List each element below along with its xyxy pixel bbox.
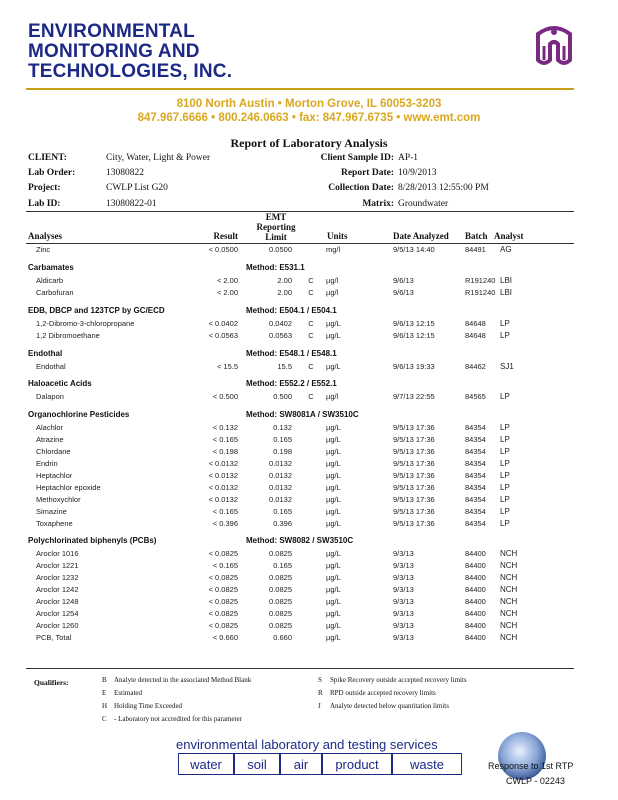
client-label: CLIENT: (28, 153, 67, 163)
company-address: 8100 North Austin • Morton Grove, IL 60053-3203 (176, 98, 442, 110)
cell-analyst: LP (500, 447, 510, 457)
cell-date: 9/5/13 14:40 (393, 245, 435, 254)
cell-result: < 0.0563 (208, 330, 238, 340)
cell-batch: 84354 (465, 470, 486, 480)
cell-batch: 84462 (465, 361, 486, 371)
cell-limit: 0.0132 (269, 482, 292, 492)
cell-analyst: NCH (500, 573, 518, 583)
collection-date-value: 8/28/2013 12:55:00 PM (398, 183, 489, 193)
section-method: Method: SW8082 / SW3510C (246, 536, 354, 546)
cell-date: 9/3/13 (393, 573, 414, 583)
cell-analyst: LP (500, 423, 510, 433)
qualifier-text: Estimated (114, 689, 142, 697)
cell-units: µg/L (326, 620, 341, 630)
cell-limit: 0.165 (273, 506, 292, 516)
cell-result: < 0.0132 (208, 470, 238, 480)
company-address-block (0, 97, 618, 125)
cell-result: < 0.165 (212, 506, 238, 516)
cell-analyte: Methoxychlor (36, 494, 81, 504)
company-name-line: TECHNOLOGIES, INC. (28, 61, 233, 82)
header-divider (26, 88, 574, 90)
cell-date: 9/5/13 17:36 (393, 506, 435, 516)
cell-units: mg/l (326, 245, 341, 254)
cell-result: < 0.0825 (208, 573, 238, 583)
cell-result: < 0.396 (212, 518, 238, 528)
cell-result: < 0.165 (212, 435, 238, 445)
cell-result: < 15.5 (216, 361, 238, 371)
cell-result: < 0.0825 (208, 585, 238, 595)
cell-date: 9/5/13 17:36 (393, 447, 435, 457)
cell-analyst: NCH (500, 597, 518, 606)
cell-limit: 0.0825 (269, 597, 292, 606)
cell-units: µg/L (326, 330, 341, 340)
cell-limit: 0.0132 (269, 470, 292, 480)
matrix-value: Groundwater (398, 199, 449, 209)
qualifier-code: H (102, 702, 108, 710)
cell-batch: 84400 (465, 549, 486, 559)
cell-limit: 0.0132 (269, 459, 292, 468)
cell-analyte: Heptachlor (36, 470, 73, 480)
cell-units: µg/L (326, 318, 341, 328)
cell-analyst: LP (500, 435, 510, 445)
cell-analyte: 1,2 Dibromoethane (36, 330, 100, 340)
cell-analyst: LP (500, 482, 510, 492)
cell-analyte: Aroclor 1254 (36, 608, 79, 618)
cell-date: 9/6/13 12:15 (393, 318, 435, 328)
section-method: Method: E504.1 / E504.1 (246, 305, 337, 315)
section-heading: EDB, DBCP and 123TCP by GC/ECD (28, 305, 165, 315)
cell-analyte: Aroclor 1221 (36, 561, 79, 571)
col-header-batch: Batch (465, 231, 488, 241)
cell-units: µg/L (326, 597, 341, 606)
cell-analyte: Simazine (36, 506, 67, 516)
col-header-emt-limit: EMT Reporting Limit (256, 212, 296, 242)
cell-analyst: LP (500, 330, 510, 340)
cell-batch: 84491 (465, 245, 486, 254)
cell-units: µg/L (326, 447, 341, 457)
col-header-date-analyzed: Date Analyzed (393, 231, 449, 241)
qualifier-text: RPD outside accepted recovery limits (330, 689, 436, 697)
cell-result: < 0.0132 (208, 482, 238, 492)
lab-id-value: 13080822-01 (106, 199, 157, 209)
cell-limit: 0.0402 (269, 318, 292, 328)
cell-date: 9/5/13 17:36 (393, 482, 435, 492)
cell-analyte: Dalapon (36, 392, 64, 402)
cell-result: < 0.660 (212, 632, 238, 642)
section-heading: Haloacetic Acids (28, 379, 92, 389)
cell-analyst: LP (500, 459, 510, 468)
cell-analyte: Atrazine (36, 435, 64, 445)
cell-result: < 2.00 (216, 287, 238, 297)
cell-limit: 0.132 (273, 423, 292, 433)
cell-limit: 0.660 (273, 632, 292, 642)
cell-analyte: Zinc (36, 245, 51, 254)
cell-result: < 0.0825 (208, 597, 238, 606)
section-heading: Carbamates (28, 262, 74, 272)
col-header-analyses: Analyses (28, 231, 63, 241)
qualifier-code: C (102, 715, 107, 723)
cell-batch: 84400 (465, 573, 486, 583)
cell-analyte: Carbofuran (36, 287, 74, 297)
report-date-label: Report Date: (340, 168, 394, 178)
cell-units: µg/L (326, 361, 341, 371)
cell-limit: 0.396 (273, 518, 292, 528)
emt-logo-icon (528, 20, 580, 72)
cell-batch: R191240 (465, 287, 496, 297)
cell-date: 9/5/13 17:36 (393, 459, 435, 468)
cell-units: µg/l (326, 287, 339, 297)
qualifier-code: J (318, 702, 321, 710)
report-title: Report of Laboratory Analysis (230, 136, 388, 150)
cell-result: < 0.0132 (208, 494, 238, 504)
cell-limit: 0.165 (273, 435, 292, 445)
cell-analyst: SJ1 (500, 361, 514, 371)
cell-units: µg/L (326, 470, 341, 480)
cell-analyst: LP (500, 470, 510, 480)
cell-limit: 0.0825 (269, 620, 292, 630)
cell-date: 9/5/13 17:36 (393, 518, 435, 528)
cell-result: < 0.0825 (208, 608, 238, 618)
cell-q: C (308, 287, 314, 297)
qualifier-text: Holding Time Exceeded (114, 702, 183, 710)
cell-analyst: AG (500, 245, 512, 254)
col-header-analyst: Analyst (494, 231, 524, 241)
table-header-divider (26, 243, 574, 244)
cell-batch: 84354 (465, 459, 486, 468)
document-id: CWLP - 02243 (506, 776, 565, 786)
cell-result: < 0.165 (212, 561, 238, 571)
cell-batch: 84354 (465, 506, 486, 516)
cell-limit: 0.0825 (269, 573, 292, 583)
cell-limit: 0.198 (273, 447, 292, 457)
accreditation-seal-icon (498, 732, 546, 780)
cell-batch: 84565 (465, 392, 486, 402)
cell-units: µg/L (326, 482, 341, 492)
section-method: Method: E548.1 / E548.1 (246, 348, 337, 358)
cell-units: µg/L (326, 632, 341, 642)
section-heading: Organochlorine Pesticides (28, 410, 130, 420)
qualifier-code: E (102, 689, 107, 697)
cell-limit: 15.5 (277, 361, 292, 371)
lab-order-value: 13080822 (106, 168, 144, 178)
cell-units: µg/L (326, 435, 341, 445)
cell-q: C (308, 361, 314, 371)
cell-analyst: NCH (500, 561, 518, 571)
qualifier-text: Analyte detected below quantitation limits (330, 702, 449, 710)
cell-analyst: NCH (500, 608, 518, 618)
cell-analyte: Aroclor 1232 (36, 573, 79, 583)
cell-units: µg/L (326, 561, 341, 571)
company-name-line: MONITORING AND (28, 41, 200, 62)
cell-result: < 0.132 (212, 423, 238, 433)
report-date-value: 10/9/2013 (398, 168, 437, 178)
cell-limit: 0.500 (273, 392, 292, 402)
footer-tagline: environmental laboratory and testing services (176, 737, 438, 752)
cell-analyte: Aroclor 1260 (36, 620, 79, 630)
cell-batch: 84354 (465, 494, 486, 504)
cell-batch: 84354 (465, 447, 486, 457)
cell-date: 9/6/13 (393, 287, 414, 297)
cell-result: < 0.0500 (208, 245, 238, 254)
cell-analyst: LP (500, 506, 510, 516)
cell-batch: R191240 (465, 275, 496, 285)
qualifiers-divider (26, 668, 574, 669)
cell-batch: 84400 (465, 608, 486, 618)
cell-batch: 84400 (465, 561, 486, 571)
cell-analyst: LP (500, 392, 510, 402)
cell-units: µg/l (326, 275, 339, 285)
company-contact: 847.967.6666 • 800.246.0663 • fax: 847.967.6735 • www.emt.com (137, 112, 481, 124)
cell-analyte: Heptachlor epoxide (36, 482, 101, 492)
cell-analyte: PCB, Total (36, 632, 72, 642)
cell-date: 9/6/13 19:33 (393, 361, 435, 371)
cell-units: µg/L (326, 573, 341, 583)
cell-result: < 0.0825 (208, 620, 238, 630)
project-value: CWLP List G20 (106, 183, 168, 193)
cell-analyst: LBI (500, 287, 513, 297)
cell-batch: 84648 (465, 318, 486, 328)
cell-limit: 2.00 (277, 287, 292, 297)
cell-analyte: Chlordane (36, 447, 71, 457)
section-method: Method: E552.2 / E552.1 (246, 379, 337, 389)
cell-units: µg/L (326, 506, 341, 516)
client-sample-id-value: AP-1 (398, 153, 419, 163)
service-product: product (322, 753, 392, 775)
cell-units: µg/L (326, 518, 341, 528)
cell-date: 9/6/13 (393, 275, 414, 285)
cell-batch: 84400 (465, 597, 486, 606)
cell-analyte: Alachlor (36, 423, 64, 433)
cell-units: µg/L (326, 459, 341, 468)
cell-analyte: Toxaphene (36, 518, 73, 528)
section-method: Method: E531.1 (246, 262, 305, 272)
service-waste: waste (392, 753, 462, 775)
section-heading: Endothal (28, 348, 63, 358)
cell-units: µg/L (326, 585, 341, 595)
qualifier-text: Analyte detected in the associated Method Blank (114, 676, 252, 684)
cell-result: < 0.198 (212, 447, 238, 457)
qualifiers-label: Qualifiers: (34, 678, 69, 687)
cell-date: 9/3/13 (393, 549, 414, 559)
cell-batch: 84400 (465, 585, 486, 595)
qualifier-text: Spike Recovery outside accepted recovery limits (330, 676, 467, 684)
cell-date: 9/5/13 17:36 (393, 494, 435, 504)
qualifier-text: - Laboratory not accredited for this parameter (114, 715, 242, 723)
cell-analyst: LBI (500, 275, 513, 285)
cell-analyst: LP (500, 318, 510, 328)
cell-limit: 0.0500 (269, 245, 292, 254)
company-name-line: ENVIRONMENTAL (28, 21, 195, 42)
col-header-result: Result (213, 231, 238, 241)
cell-date: 9/3/13 (393, 561, 414, 571)
collection-date-label: Collection Date: (328, 183, 394, 193)
cell-q: C (308, 318, 314, 328)
service-soil: soil (234, 753, 280, 775)
cell-batch: 84354 (465, 423, 486, 433)
cell-date: 9/3/13 (393, 632, 414, 642)
col-header-units: Units (327, 231, 348, 241)
cell-batch: 84400 (465, 632, 486, 642)
cell-date: 9/3/13 (393, 597, 414, 606)
qualifier-code: R (318, 689, 323, 697)
cell-limit: 0.0825 (269, 608, 292, 618)
cell-analyte: Aldicarb (36, 275, 64, 285)
cell-analyst: NCH (500, 632, 518, 642)
cell-date: 9/3/13 (393, 620, 414, 630)
cell-analyst: NCH (500, 585, 518, 595)
cell-date: 9/7/13 22:55 (393, 392, 435, 402)
cell-batch: 84354 (465, 435, 486, 445)
cell-result: < 0.500 (212, 392, 238, 402)
lab-id-label: Lab ID: (28, 199, 61, 209)
lab-order-label: Lab Order: (28, 168, 76, 178)
cell-units: µg/L (326, 494, 341, 504)
cell-batch: 84354 (465, 482, 486, 492)
cell-q: C (308, 330, 314, 340)
cell-units: µg/L (326, 549, 341, 559)
service-air: air (280, 753, 322, 775)
cell-result: < 0.0132 (208, 459, 238, 468)
cell-q: C (308, 275, 314, 285)
cell-units: µg/l (326, 392, 339, 402)
cell-limit: 0.0563 (269, 330, 292, 340)
cell-date: 9/3/13 (393, 608, 414, 618)
cell-date: 9/5/13 17:36 (393, 423, 435, 433)
cell-result: < 0.0402 (208, 318, 238, 328)
cell-batch: 84400 (465, 620, 486, 630)
company-name (28, 22, 328, 82)
project-label: Project: (28, 183, 61, 193)
cell-analyst: NCH (500, 549, 518, 559)
cell-limit: 0.165 (273, 561, 292, 571)
matrix-label: Matrix: (362, 199, 394, 209)
cell-analyte: Endothal (36, 361, 66, 371)
cell-result: < 2.00 (216, 275, 238, 285)
cell-limit: 0.0132 (269, 494, 292, 504)
cell-analyst: NCH (500, 620, 518, 630)
cell-analyst: LP (500, 494, 510, 504)
cell-analyst: LP (500, 518, 510, 528)
response-note: Response to 1st RTP (488, 761, 574, 771)
cell-analyte: Aroclor 1016 (36, 549, 79, 559)
service-water: water (178, 753, 234, 775)
client-value: City, Water, Light & Power (106, 153, 211, 163)
section-heading: Polychlorinated biphenyls (PCBs) (28, 536, 157, 546)
cell-limit: 0.0825 (269, 549, 292, 559)
cell-units: µg/L (326, 423, 341, 433)
qualifier-code: S (318, 676, 322, 684)
cell-units: µg/L (326, 608, 341, 618)
cell-analyte: 1,2-Dibromo-3-chloropropane (36, 318, 135, 328)
cell-limit: 2.00 (277, 275, 292, 285)
section-method: Method: SW8081A / SW3510C (246, 410, 359, 420)
cell-limit: 0.0825 (269, 585, 292, 595)
cell-batch: 84354 (465, 518, 486, 528)
cell-date: 9/6/13 12:15 (393, 330, 435, 340)
cell-batch: 84648 (465, 330, 486, 340)
cell-date: 9/5/13 17:36 (393, 470, 435, 480)
cell-analyte: Aroclor 1242 (36, 585, 79, 595)
cell-date: 9/3/13 (393, 585, 414, 595)
cell-analyte: Aroclor 1248 (36, 597, 79, 606)
qualifier-code: B (102, 676, 107, 684)
cell-q: C (308, 392, 314, 402)
cell-analyte: Endrin (36, 459, 58, 468)
cell-date: 9/5/13 17:36 (393, 435, 435, 445)
cell-result: < 0.0825 (208, 549, 238, 559)
client-sample-id-label: Client Sample ID: (320, 153, 394, 163)
